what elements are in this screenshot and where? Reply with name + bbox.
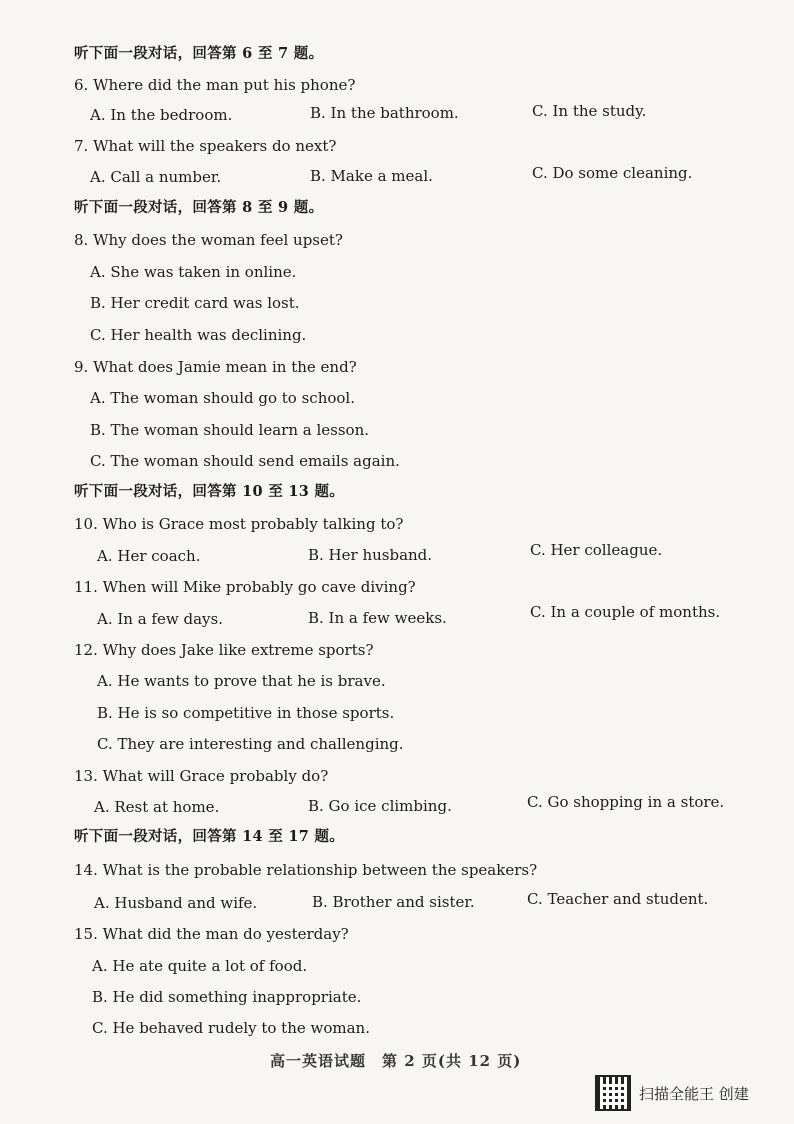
q7-option-a: A. Call a number. (90, 168, 222, 186)
q10-option-b: B. Her husband. (308, 546, 433, 564)
section-header-6-7: 听下面一段对话，回答第 6 至 7 题。 (74, 45, 324, 62)
q9-option-b: B. The woman should learn a lesson. (90, 421, 370, 439)
question-15: 15. What did the man do yesterday? (74, 925, 349, 943)
q9-option-c: C. The woman should send emails again. (90, 452, 400, 470)
q7-option-c: C. Do some cleaning. (532, 164, 693, 182)
question-11: 11. When will Mike probably go cave diving? (74, 578, 416, 596)
q10-option-c: C. Her colleague. (530, 541, 663, 559)
q12-option-a: A. He wants to prove that he is brave. (97, 672, 386, 690)
q15-option-c: C. He behaved rudely to the woman. (92, 1019, 370, 1037)
section-header-10-13: 听下面一段对话，回答第 10 至 13 题。 (74, 483, 345, 500)
q12-option-b: B. He is so competitive in those sports. (97, 704, 395, 722)
q11-option-c: C. In a couple of months. (530, 603, 721, 621)
q12-option-c: C. They are interesting and challenging. (97, 735, 404, 753)
section-header-8-9: 听下面一段对话，回答第 8 至 9 题。 (74, 199, 324, 216)
q13-option-b: B. Go ice climbing. (308, 797, 452, 815)
q11-option-a: A. In a few days. (97, 610, 223, 628)
scanner-label: 扫描全能王 创建 (639, 1084, 749, 1103)
q8-option-b: B. Her credit card was lost. (90, 294, 300, 312)
scanner-stamp (595, 1075, 749, 1111)
q8-option-c: C. Her health was declining. (90, 326, 307, 344)
q6-option-b: B. In the bathroom. (310, 104, 459, 122)
question-14: 14. What is the probable relationship between the speakers? (74, 861, 538, 879)
question-10: 10. Who is Grace most probably talking to? (74, 515, 404, 533)
question-7: 7. What will the speakers do next? (74, 137, 337, 155)
q14-option-a: A. Husband and wife. (94, 894, 258, 912)
q7-option-b: B. Make a meal. (310, 167, 433, 185)
question-9: 9. What does Jamie mean in the end? (74, 358, 357, 376)
question-6: 6. Where did the man put his phone? (74, 76, 356, 94)
question-13: 13. What will Grace probably do? (74, 767, 329, 785)
q14-option-b: B. Brother and sister. (312, 893, 475, 911)
q6-option-a: A. In the bedroom. (90, 106, 233, 124)
section-header-14-17: 听下面一段对话，回答第 14 至 17 题。 (74, 828, 345, 845)
q6-option-c: C. In the study. (532, 102, 647, 120)
q15-option-b: B. He did something inappropriate. (92, 988, 362, 1006)
q8-option-a: A. She was taken in online. (90, 263, 297, 281)
q13-option-a: A. Rest at home. (94, 798, 220, 816)
q14-option-c: C. Teacher and student. (527, 890, 709, 908)
qr-code-icon (595, 1075, 631, 1111)
q10-option-a: A. Her coach. (97, 547, 201, 565)
page-footer: 高一英语试题 第 2 页(共 12 页) (270, 1052, 522, 1070)
q11-option-b: B. In a few weeks. (308, 609, 447, 627)
q9-option-a: A. The woman should go to school. (90, 389, 355, 407)
q13-option-c: C. Go shopping in a store. (527, 793, 725, 811)
question-8: 8. Why does the woman feel upset? (74, 231, 343, 249)
question-12: 12. Why does Jake like extreme sports? (74, 641, 374, 659)
q15-option-a: A. He ate quite a lot of food. (92, 957, 308, 975)
